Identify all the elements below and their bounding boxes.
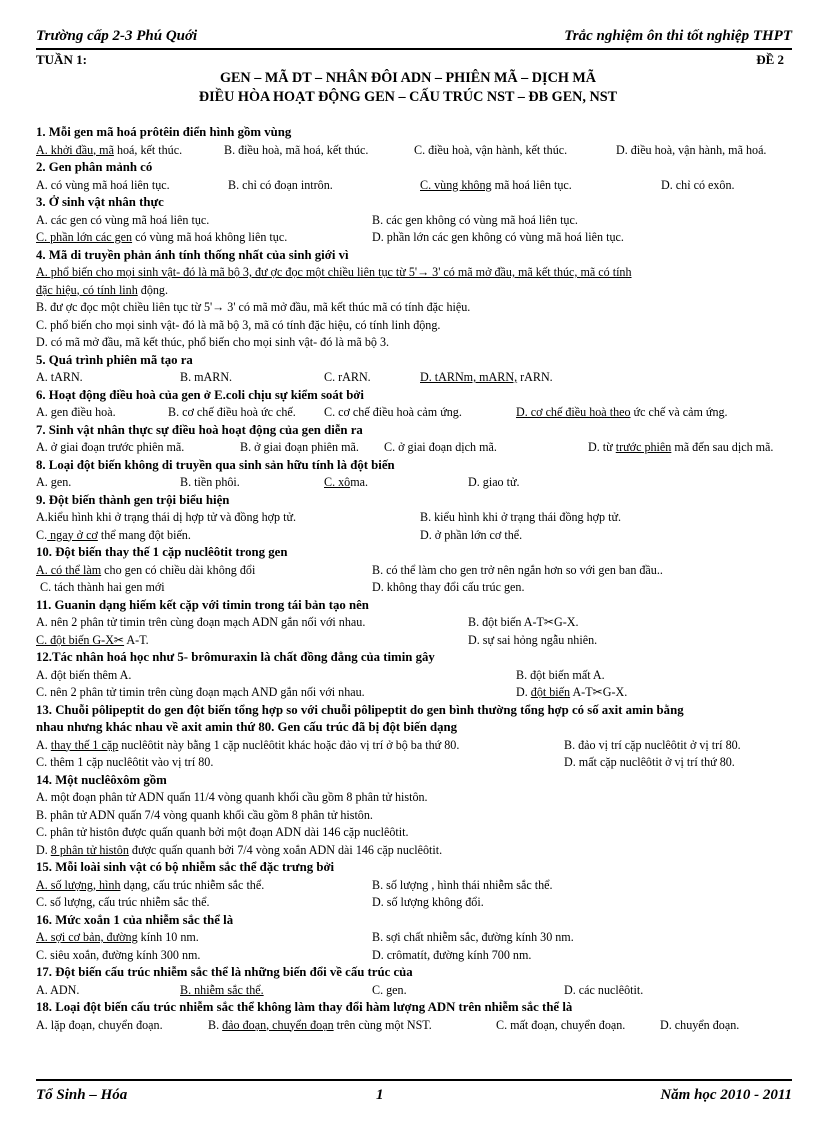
- answer-13d: D. mất cặp nuclêôtit ở vị trí thứ 80.: [564, 755, 735, 769]
- answer-5b: B. mARN.: [180, 370, 233, 384]
- page-number: 1: [376, 1087, 384, 1103]
- answer-18b-prefix: B.: [208, 1017, 223, 1032]
- answer-1d: D. điều hoà, vận hành, mã hoá.: [616, 142, 767, 157]
- answer-16d: D. crômatít, đường kính 700 nm.: [372, 947, 532, 962]
- answer-7b: B. ở giai đoạn phiên mã.: [240, 440, 359, 454]
- answer-18c: C. mất đoạn, chuyển đoạn.: [496, 1017, 626, 1032]
- answer-12d-rest: A-T✂G-X.: [570, 685, 628, 699]
- answers-12ab: [36, 667, 792, 685]
- answer-8a: A. gen.: [36, 475, 72, 489]
- answer-9d: D. ở phần lớn cơ thể.: [420, 527, 523, 542]
- answer-14a: A. một đoạn phân tử ADN quấn 11/4 vòng quanh khối cầu gồm 8 phân tử histôn.: [36, 790, 428, 804]
- answer-7a: A. ở giai đoạn trước phiên mã.: [36, 440, 185, 454]
- question-14: 14. Một nuclêôxôm gồm: [36, 772, 167, 787]
- answer-13b: B. đảo vị trí cặp nuclêôtit ở vị trí 80.: [564, 737, 741, 752]
- title-line-2: ĐIỀU HÒA HOẠT ĐỘNG GEN – CẤU TRÚC NST – ĐB GEN, NST: [198, 89, 618, 105]
- question-12: 12.Tác nhân hoá học như 5- brômuraxin là chất đồng đẳng của timin gây: [36, 650, 435, 664]
- answer-17a: A. ADN.: [36, 982, 80, 997]
- answer-6d-rest: ức chế và cảm ứng.: [630, 405, 728, 419]
- answer-3b: B. các gen không có vùng mã hoá liên tục.: [372, 212, 578, 227]
- answer-4a-rest: động.: [137, 282, 168, 297]
- answer-17d: D. các nuclêôtit.: [564, 982, 644, 997]
- question-10: 10. Đột biến thay thế 1 cặp nuclêôtit trong gen: [36, 545, 288, 559]
- answer-12d-prefix: D.: [516, 685, 531, 699]
- answer-11c-rest: A-T.: [124, 632, 149, 647]
- answer-15d: D. số lượng không đổi.: [372, 895, 484, 909]
- answer-10b: B. có thể làm cho gen trở nên ngắn hơn so với gen ban đầu..: [372, 562, 663, 577]
- answers-9ab: [36, 509, 792, 527]
- answer-15b: B. số lượng , hình thái nhiễm sắc thể.: [372, 877, 553, 892]
- answers-1: [36, 142, 792, 160]
- answers-13cd: [36, 754, 792, 772]
- question-4: 4. Mã di truyền phản ánh tính thống nhất của sinh giới vì: [36, 247, 349, 262]
- answer-3d: D. phần lớn các gen không có vùng mã hoá liên tục.: [372, 230, 624, 244]
- answer-4a-line-1: A. phổ biến cho mọi sinh vật- đó là mã bộ 3, đư ợc đọc một chiều liên tục từ 5'→ 3' có mã mở đầu, mã kết thúc, mã có tính: [36, 265, 632, 279]
- answer-14d-rest: được quấn quanh bởi 7/4 vòng xoắn ADN dài 146 cặp nuclêôtit.: [128, 842, 443, 857]
- answer-12b: B. đột biến mất A.: [516, 667, 605, 682]
- answer-5a: A. tARN.: [36, 370, 83, 384]
- answers-11ab: [36, 614, 792, 632]
- answer-8d: D. giao tử.: [468, 475, 520, 489]
- answers-10cd: [36, 579, 792, 597]
- answer-9b: B. kiểu hình khi ở trạng thái đồng hợp tử.: [420, 510, 622, 524]
- answer-18a: A. lặp đoạn, chuyển đoạn.: [36, 1017, 163, 1032]
- answers-12cd: [36, 684, 792, 702]
- answer-3a: A. các gen có vùng mã hoá liên tục.: [36, 212, 210, 227]
- question-5: 5. Quá trình phiên mã tạo ra: [36, 352, 193, 367]
- answer-5d-rest: rARN.: [517, 370, 553, 384]
- question-18: 18. Loại đột biến cấu trúc nhiễm sắc thể không làm thay đổi hàm lượng ADN trên nhiễm sắc thể là: [36, 1000, 573, 1014]
- answer-2d: D. chỉ có exôn.: [661, 177, 735, 192]
- answer-16a-rest: kính 10 nm.: [137, 930, 199, 944]
- answer-11d: D. sự sai hỏng ngẫu nhiên.: [468, 632, 598, 647]
- answer-18d: D. chuyển đoạn.: [660, 1017, 740, 1032]
- answer-17c: C. gen.: [372, 982, 407, 997]
- answer-3c-underlined: C. phần lớn các gen: [36, 230, 133, 244]
- answers-11cd: [36, 632, 792, 650]
- answer-6d-underlined: D. cơ chế điều hoà theo: [516, 405, 631, 419]
- answer-16a-underlined: A. sợi cơ bản, đường: [36, 930, 138, 944]
- answer-16b: B. sợi chất nhiễm sắc, đường kính 30 nm.: [372, 930, 574, 944]
- page-header: [36, 26, 792, 50]
- answer-18b-underlined: đảo đoạn, chuyển đoạn: [222, 1017, 334, 1032]
- answer-10d: D. không thay đổi cấu trúc gen.: [372, 580, 525, 594]
- answer-14b: B. phân tử ADN quấn 7/4 vòng quanh khối cầu gồm 8 phân tử histôn.: [36, 807, 373, 822]
- question-11: 11. Guanin dạng hiếm kết cặp với timin trong tái bản tạo nên: [36, 597, 369, 612]
- document-subject: Trắc nghiệm ôn thi tốt nghiệp THPT: [564, 28, 792, 44]
- answers-15cd: [36, 894, 792, 912]
- answer-13a-underlined: thay thế 1 cặp: [50, 737, 119, 752]
- answer-1b: B. điều hoà, mã hoá, kết thúc.: [224, 142, 369, 157]
- answer-11c-underlined: C. đột biến G-X✂: [36, 632, 125, 647]
- answer-12d-underlined: đột biến: [530, 685, 571, 699]
- answer-2c-underlined: C. vùng không: [420, 177, 492, 192]
- question-6: 6. Hoạt động điều hoà của gen ở E.coli chịu sự kiểm soát bởi: [36, 387, 364, 402]
- answer-10a-underlined: A. có thể làm: [36, 562, 102, 577]
- question-15: 15. Mỗi loài sinh vật có bộ nhiễm sắc thể đặc trưng bởi: [36, 860, 335, 874]
- question-2: 2. Gen phân mảnh có: [36, 160, 153, 174]
- department-name: Tổ Sinh – Hóa: [36, 1087, 128, 1103]
- answer-7d-rest: mã đến sau dịch mã.: [671, 440, 774, 454]
- answer-5c: C. rARN.: [324, 370, 371, 384]
- question-9: 9. Đột biến thành gen trội biểu hiện: [36, 492, 230, 507]
- answer-8c-rest: ma.: [350, 475, 369, 489]
- answer-10a-rest: cho gen có chiều dài không đổi: [101, 562, 256, 577]
- question-1: 1. Mỗi gen mã hoá prôtêin điển hình gồm vùng: [36, 125, 292, 139]
- answers-6: [36, 404, 792, 422]
- answers-13ab: [36, 737, 792, 755]
- answer-11b: B. đột biến A-T✂G-X.: [468, 615, 579, 629]
- answer-12c: C. nên 2 phân tử timin trên cùng đoạn mạch AND gắn nối với nhau.: [36, 685, 365, 699]
- answer-4c: C. phổ biến cho mọi sinh vật- đó là mã bộ 3, mã có tính đặc hiệu, có tính linh động.: [36, 317, 441, 332]
- answers-16ab: [36, 929, 792, 947]
- answer-7d-prefix: D. từ: [588, 440, 616, 454]
- question-16: 16. Mức xoắn 1 của nhiễm sắc thể là: [36, 912, 234, 927]
- answers-10ab: [36, 562, 792, 580]
- answers-5: [36, 369, 792, 387]
- answer-13a-prefix: A.: [36, 737, 51, 752]
- answer-14d: [36, 842, 792, 860]
- answer-9a: A.kiểu hình khi ở trạng thái dị hợp tử và đồng hợp tử.: [36, 510, 297, 524]
- answer-5d-underlined: D. tARNm, mARN,: [420, 370, 518, 384]
- answer-7d-underlined: trước phiên: [615, 440, 672, 454]
- answer-9c-prefix: C.: [36, 527, 48, 542]
- question-list: [36, 124, 792, 1034]
- answer-2a: A. có vùng mã hoá liên tục.: [36, 177, 170, 192]
- answer-14c: C. phân tử histôn được quấn quanh bởi một đoạn ADN dài 146 cặp nuclêôtit.: [36, 825, 409, 839]
- title-line-1: GEN – MÃ DT – NHÂN ĐÔI ADN – PHIÊN MÃ – DỊCH MÃ: [219, 70, 597, 86]
- answers-3ab: [36, 212, 792, 230]
- answer-3c-rest: có vùng mã hoá không liên tục.: [132, 230, 288, 244]
- question-7: 7. Sinh vật nhân thực sự điều hoà hoạt động của gen diễn ra: [36, 422, 363, 437]
- question-13-line-1: 13. Chuỗi pôlipeptit do gen đột biến tổng hợp so với chuỗi pôlipeptit do gen bình thường tổng hợp có số axit amin bằng: [36, 702, 684, 717]
- answer-6c: C. cơ chế điều hoà cảm ứng.: [324, 405, 462, 419]
- answer-15c: C. số lượng, cấu trúc nhiễm sắc thể.: [36, 895, 210, 909]
- answer-13c: C. thêm 1 cặp nuclêôtit vào vị trí 80.: [36, 755, 214, 769]
- answer-7c: C. ở giai đoạn dịch mã.: [384, 440, 497, 454]
- question-3: 3. Ở sinh vật nhân thực: [36, 195, 164, 209]
- answer-14d-underlined: 8 phân tử histôn: [50, 842, 129, 857]
- answer-4a-line-2: [36, 282, 792, 300]
- answer-18b-rest: trên cùng một NST.: [333, 1017, 432, 1032]
- answer-15a-rest: dạng, cấu trúc nhiễm sắc thể.: [120, 877, 265, 892]
- answers-18: [36, 1017, 792, 1035]
- answers-15ab: [36, 877, 792, 895]
- answers-8: [36, 474, 792, 492]
- answer-8b: B. tiền phôi.: [180, 475, 240, 489]
- answer-11a: A. nên 2 phân tử timin trên cùng đoạn mạch ADN gắn nối với nhau.: [36, 615, 366, 629]
- answer-13a-rest: nuclêôtit này bằng 1 cặp nuclêôtit khác hoặc đảo vị trí ở bộ ba thứ 80.: [118, 737, 460, 752]
- answer-4a-underlined: đặc hiệu, có tính linh: [36, 282, 138, 297]
- page-footer: [36, 1079, 792, 1107]
- answer-14d-prefix: D.: [36, 842, 51, 857]
- answer-1c: C. điều hoà, vận hành, kết thúc.: [414, 142, 568, 157]
- school-year: Năm học 2010 - 2011: [660, 1087, 792, 1103]
- answers-9cd: [36, 527, 792, 545]
- question-8: 8. Loại đột biến không di truyền qua sinh sản hữu tính là đột biến: [36, 457, 395, 472]
- answer-2b: B. chỉ có đoạn intrôn.: [228, 177, 333, 192]
- answer-12a: A. đột biến thêm A.: [36, 667, 132, 682]
- answers-3cd: [36, 229, 792, 247]
- answer-15a-underlined: A. số lượng, hình: [36, 877, 121, 892]
- exam-number: ĐỀ 2: [756, 52, 784, 67]
- answer-4d: D. có mã mở đầu, mã kết thúc, phổ biến cho mọi sinh vật- đó là mã bộ 3.: [36, 335, 390, 349]
- answer-4b: B. đư ợc đọc một chiều liên tục từ 5'→ 3' có mã mở đầu, mã kết thúc mã có tính đặc hiệu.: [36, 300, 471, 314]
- answer-17b: B. nhiễm sắc thể.: [180, 982, 264, 997]
- answer-16c: C. siêu xoắn, đường kính 300 nm.: [36, 947, 201, 962]
- answer-6a: A. gen điều hoà.: [36, 405, 116, 419]
- answer-1a-rest: hoá, kết thúc.: [113, 142, 183, 157]
- answers-17: [36, 982, 792, 1000]
- answer-10c: C. tách thành hai gen mới: [40, 580, 165, 594]
- school-name: Trường cấp 2-3 Phú Quới: [36, 28, 198, 44]
- answers-16cd: [36, 947, 792, 965]
- week-label: TUẦN 1:: [36, 52, 87, 67]
- answer-1a-underlined: A. khởi đầu, mã: [36, 142, 114, 157]
- answer-8c-underlined: C. xô: [324, 475, 351, 489]
- answer-2c-rest: mã hoá liên tục.: [491, 177, 572, 192]
- answers-7: [36, 439, 792, 457]
- answers-2: [36, 177, 792, 195]
- answer-9c-rest: thể mang đột biến.: [97, 527, 191, 542]
- question-13-line-2: nhau nhưng khác nhau về axit amin thứ 80. Gen cấu trúc đã bị đột biến dạng: [36, 720, 458, 734]
- question-17: 17. Đột biến cấu trúc nhiễm sắc thể là những biến đổi về cấu trúc của: [36, 965, 413, 979]
- answer-9c-underlined: ngay ở cơ: [47, 527, 98, 542]
- answer-6b: B. cơ chế điều hoà ức chế.: [168, 405, 296, 419]
